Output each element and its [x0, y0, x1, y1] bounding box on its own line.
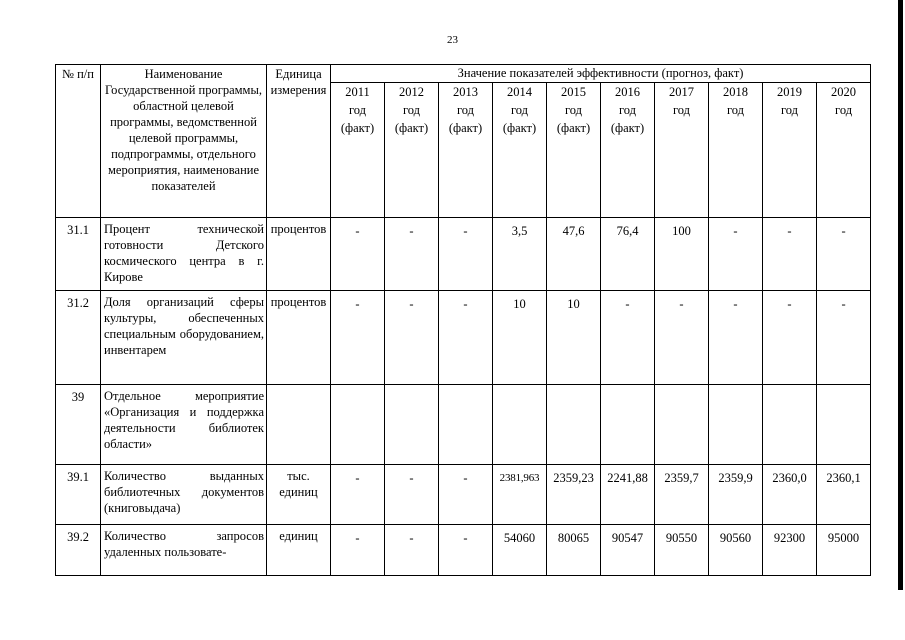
year-header-2020 [817, 83, 871, 218]
value-cell-2012: - [385, 525, 439, 576]
value-cell-2016: 90547 [601, 525, 655, 576]
value-cell-2014: 3,5 [493, 218, 547, 291]
value-cell-2019: - [763, 291, 817, 385]
page-number: 23 [447, 34, 458, 46]
header-row-1 [56, 65, 871, 83]
value-cell-2016: 2241,88 [601, 465, 655, 525]
year-header-year: 2020 [831, 85, 857, 99]
value-cell-2014 [493, 385, 547, 465]
value-cell-2012 [385, 385, 439, 465]
year-header-2016 [601, 83, 655, 218]
year-header-word: год [456, 103, 475, 117]
indicator-name: Отдельное мероприятие «Организация и поддержка деятельности библиотек области» [101, 385, 267, 465]
year-header-2014 [493, 83, 547, 218]
indicators-table [55, 64, 871, 576]
year-header-year: 2014 [507, 85, 532, 99]
table-row [56, 385, 871, 465]
year-header-note: (факт) [394, 121, 429, 135]
year-header-word: год [672, 103, 691, 117]
value-cell-2018: 2359,9 [709, 465, 763, 525]
year-header-note: (факт) [502, 121, 537, 135]
year-header-year: 2016 [615, 85, 640, 99]
value-cell-2018 [709, 385, 763, 465]
year-header-word: год [835, 103, 853, 117]
value-cell-2019: 2360,0 [763, 465, 817, 525]
table-row [56, 218, 871, 291]
value-cell-2020 [817, 385, 871, 465]
value-cell-2011 [331, 385, 385, 465]
value-cell-2017: - [655, 291, 709, 385]
value-cell-2014: 10 [493, 291, 547, 385]
row-number: 31.1 [56, 218, 101, 291]
value-cell-2020: - [817, 218, 871, 291]
value-cell-2017 [655, 385, 709, 465]
year-header-year: 2013 [453, 85, 478, 99]
year-header-word: год [564, 103, 583, 117]
value-cell-2017: 2359,7 [655, 465, 709, 525]
header-name: Наименование Государственной программы, областной целевой программы, ведомственной целевой программы, подпрограммы, отдельного мероприятия, наименование показателей [101, 65, 267, 218]
value-cell-2019: - [763, 218, 817, 291]
value-cell-2014: 54060 [493, 525, 547, 576]
header-num: № п/п [56, 65, 101, 218]
unit-of-measure: единиц [267, 525, 331, 576]
year-header-year: 2011 [345, 85, 370, 99]
header-unit: Единица измерения [267, 65, 331, 218]
year-header-word: год [726, 103, 745, 117]
year-header-2018 [709, 83, 763, 218]
unit-of-measure [267, 385, 331, 465]
value-cell-2011: - [331, 525, 385, 576]
table-row [56, 525, 871, 576]
value-cell-2013 [439, 385, 493, 465]
table-row [56, 291, 871, 385]
value-cell-2012: - [385, 291, 439, 385]
value-cell-2014: 2381,963 [493, 465, 547, 525]
value-cell-2016: - [601, 291, 655, 385]
row-number: 39.1 [56, 465, 101, 525]
year-header-2019 [763, 83, 817, 218]
row-number: 39.2 [56, 525, 101, 576]
value-cell-2011: - [331, 291, 385, 385]
year-header-word: год [780, 103, 799, 117]
header-values: Значение показателей эффективности (прогноз, факт) [331, 65, 871, 83]
year-header-year: 2012 [399, 85, 424, 99]
year-header-word: год [348, 103, 367, 117]
unit-of-measure: процентов [267, 291, 331, 385]
value-cell-2011: - [331, 465, 385, 525]
value-cell-2020: 2360,1 [817, 465, 871, 525]
indicator-name: Количество запросов удаленных пользовате- [101, 525, 267, 576]
year-header-word: год [402, 103, 421, 117]
value-cell-2019: 92300 [763, 525, 817, 576]
value-cell-2017: 100 [655, 218, 709, 291]
year-header-note: (факт) [556, 121, 591, 135]
value-cell-2015: 10 [547, 291, 601, 385]
value-cell-2015 [547, 385, 601, 465]
year-header-note: (факт) [448, 121, 483, 135]
year-header-2017 [655, 83, 709, 218]
year-header-2012 [385, 83, 439, 218]
value-cell-2012: - [385, 465, 439, 525]
row-number: 39 [56, 385, 101, 465]
value-cell-2016: 76,4 [601, 218, 655, 291]
year-header-year: 2018 [723, 85, 748, 99]
unit-of-measure: процентов [267, 218, 331, 291]
indicator-name: Доля организаций сферы культуры, обеспеченных специальным оборудованием, инвентарем [101, 291, 267, 385]
value-cell-2015: 80065 [547, 525, 601, 576]
year-header-year: 2017 [669, 85, 694, 99]
value-cell-2013: - [439, 465, 493, 525]
year-header-word: год [618, 103, 637, 117]
indicator-name: Процент технической готовности Детского космического центра в г. Кирове [101, 218, 267, 291]
value-cell-2015: 47,6 [547, 218, 601, 291]
unit-of-measure: тыс. единиц [267, 465, 331, 525]
value-cell-2013: - [439, 291, 493, 385]
year-header-note: (факт) [610, 121, 645, 135]
page-edge-bar [898, 0, 903, 590]
value-cell-2018: 90560 [709, 525, 763, 576]
year-header-note: (факт) [340, 121, 375, 135]
indicator-name: Количество выданных библиотечных документов (книговыдача) [101, 465, 267, 525]
value-cell-2020: 95000 [817, 525, 871, 576]
table-row [56, 465, 871, 525]
value-cell-2017: 90550 [655, 525, 709, 576]
year-header-2013 [439, 83, 493, 218]
value-cell-2018: - [709, 291, 763, 385]
value-cell-2012: - [385, 218, 439, 291]
value-cell-2015: 2359,23 [547, 465, 601, 525]
value-cell-2013: - [439, 218, 493, 291]
year-header-year: 2015 [561, 85, 586, 99]
year-header-2011 [331, 83, 385, 218]
value-cell-2011: - [331, 218, 385, 291]
year-header-word: год [510, 103, 529, 117]
value-cell-2018: - [709, 218, 763, 291]
year-header-year: 2019 [777, 85, 802, 99]
value-cell-2016 [601, 385, 655, 465]
value-cell-2020: - [817, 291, 871, 385]
year-header-2015 [547, 83, 601, 218]
value-cell-2013: - [439, 525, 493, 576]
value-cell-2019 [763, 385, 817, 465]
row-number: 31.2 [56, 291, 101, 385]
